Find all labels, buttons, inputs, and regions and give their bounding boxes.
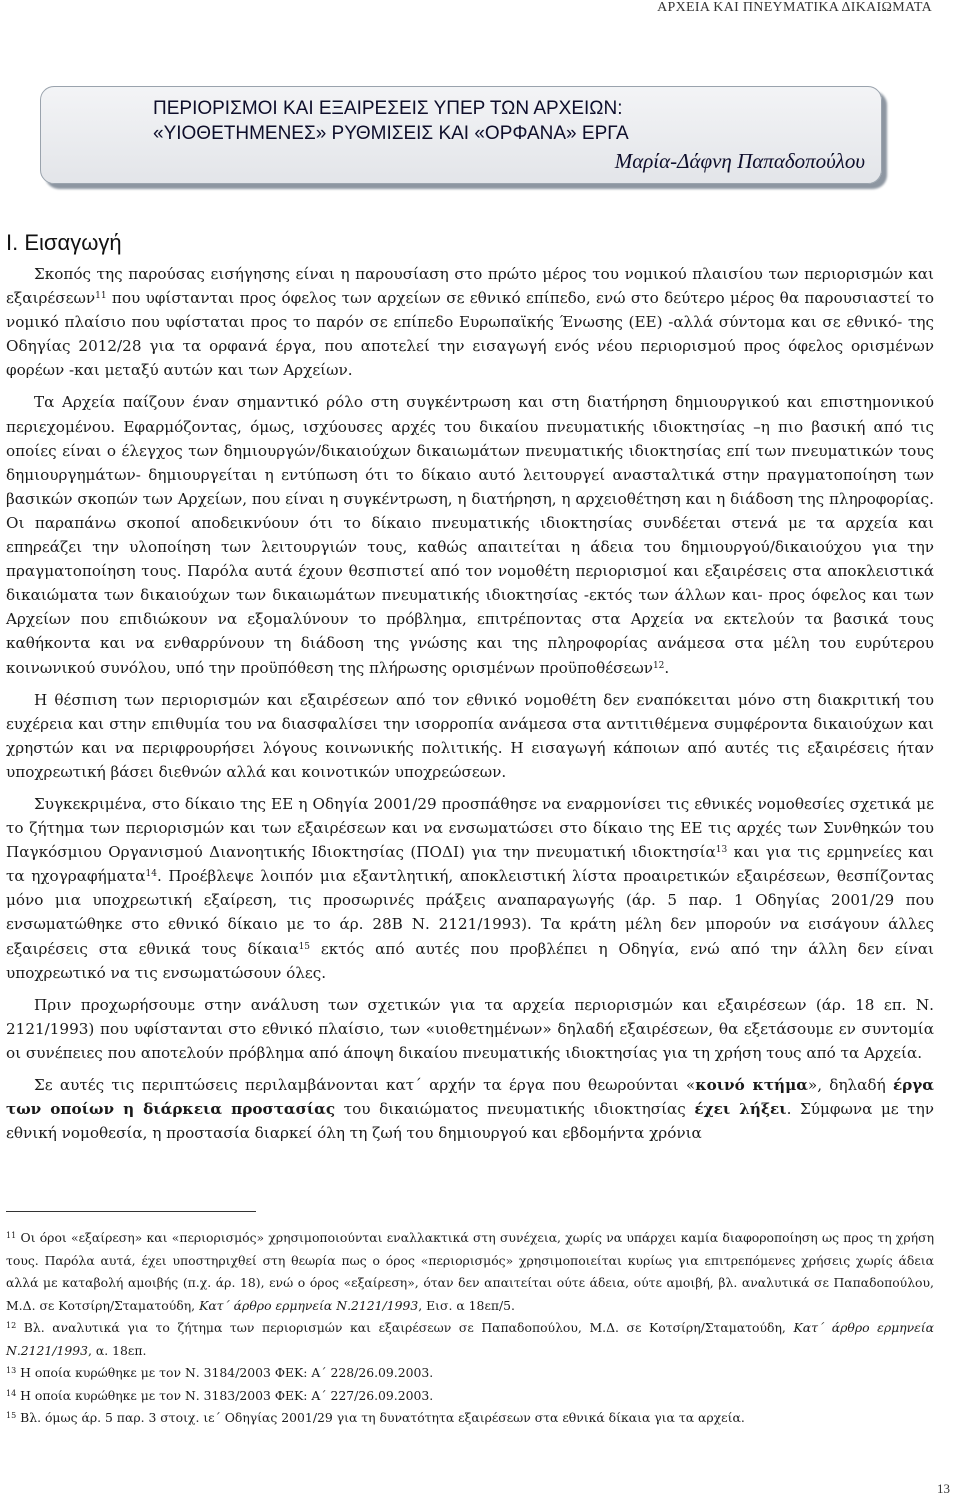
page-number: 13 <box>937 1481 950 1496</box>
bold-term: έχει λήξει <box>694 1100 787 1119</box>
paragraph-2 <box>6 390 934 679</box>
footnote-text: Βλ. όμως άρ. 5 παρ. 3 στοιχ. ιε΄ Οδηγίας 2001/29 για τη δυνατότητα εξαιρέσεων στα εθνικά δίκαια για τα αρχεία. <box>16 1410 745 1425</box>
text-run: που υφίστανται προς όφελος των αρχείων σε εθνικό επίπεδο, ενώ στο δεύτερο μέρος θα παρουσιαστεί το νομικό πλαίσιο που υφίσταται προς το παρόν σε επίπεδο Ευρωπαϊκής Ένωσης (ΕΕ) -αλλά σύντομα και σε εθνικό- της Οδηγίας 2012/28 για τα ορφανά έργα, που αποτελεί την εισαγωγή ενός νέου περιορισμού προς όφελος ορισμένων φορέων -και μεταξύ αυτών και των Αρχείων. <box>6 289 934 380</box>
footnote-text: , α. 18επ. <box>88 1342 147 1358</box>
paragraph-1 <box>6 262 934 382</box>
bold-term: έργα των οποίων η διάρκεια προστασίας <box>6 1076 934 1119</box>
text-run: . Προέβλεψε λοιπόν μια εξαντλητική, αποκλειστική λίστα προαιρετικών εξαιρέσεων, θεσπίζοντας μόνο μια υποχρεωτική εξαίρεση, τις προσωρινές πράξεις αναπαραγωγής (άρ. 5 παρ. 1 Οδηγίας 2001/29 που ενσωματώθηκε στο εθνικό δίκαιο με το άρ. 28Β Ν. 2121/1993). Τα κράτη μέλη δεν μπορούν να εισάγουν άλλες εξαιρέσεις στα εθνικά τους δίκαια <box>6 867 934 958</box>
footnote-citation: Κατ΄ άρθρο ερμηνεία Ν.2121/1993 <box>199 1297 419 1313</box>
text-run: Σε αυτές τις περιπτώσεις περιλαμβάνονται κατ΄ αρχήν τα έργα που θεωρούνται « <box>34 1076 696 1094</box>
footnote-ref[interactable]: 14 <box>145 869 157 880</box>
title-box <box>40 86 882 184</box>
footnote-ref[interactable]: 11 <box>95 291 107 302</box>
footnote-13 <box>6 1362 934 1385</box>
footnote-text: Βλ. αναλυτικά για το ζήτημα των περιορισμών και εξαιρέσεων σε Παπαδοπούλου, Μ.Δ. σε Κοτσίρη/Σταματούδη, <box>16 1320 794 1335</box>
footnote-15 <box>6 1407 934 1430</box>
section-heading: Ι. Εισαγωγή <box>6 230 122 255</box>
footnotes <box>6 1227 934 1430</box>
footnote-number: 13 <box>6 1366 17 1375</box>
text-run: . <box>664 658 670 677</box>
paragraph-5: Πριν προχωρήσουμε στην ανάλυση των σχετικών για τα αρχεία περιορισμών και εξαιρέσεων (άρ. 18 επ. Ν. 2121/1993) που υφίστανται στο εθνικό πλαίσιο, των «υιοθετημένων» δηλαδή εξαιρέσεων, θα εξετάσουμε εν συντομία οι συνέπειες που αποτελούν πρόβλημα από άποψη δικαίου πνευματικής ιδιοκτησίας για τη χρήση τους από τα Αρχεία. <box>6 995 934 1062</box>
footnote-14 <box>6 1385 934 1408</box>
footnote-number: 15 <box>6 1411 17 1420</box>
text-run: Σκοπός της παρούσας εισήγησης είναι η παρουσίαση στο πρώτο μέρος του νομικού πλαισίου των περιορισμών και εξαιρέσεων <box>6 265 934 308</box>
text-run: εκτός από αυτές που προβλέπει η Οδηγία, ενώ από την άλλη δεν είναι υποχρεωτικό να τις ενσωματώσουν όλες. <box>6 939 935 982</box>
footnote-11 <box>6 1227 934 1317</box>
footnote-text: , Εισ. α 18επ/5. <box>418 1297 515 1313</box>
author-name: Μαρία-Δάφνη Παπαδοπούλου <box>614 149 865 173</box>
paragraph-4 <box>6 792 934 985</box>
title-line-2: «ΥΙΟΘΕΤΗΜΕΝΕΣ» ΡΥΘΜΙΣΕΙΣ ΚΑΙ «ΟΡΦΑΝΑ» ΕΡΓΑ <box>153 123 629 144</box>
paragraph-3: Η θέσπιση των περιορισμών και εξαιρέσεων από τον εθνικό νομοθέτη δεν εναπόκειται μόνο στη διακριτική του ευχέρεια και στην επιθυμία του να διασφαλίσει την ισορροπία ανάμεσα στα αντιτιθέμενα συμφέροντα δικαιούχων και χρηστών και να περιφρουρήσει λόγους κοινωνικής πολιτικής. Η εισαγωγή κάποιων από αυτές τις εξαιρέσεις ήταν υποχρεωτική βάσει διεθνών αλλά και κοινοτικών υποχρεώσεων. <box>6 690 934 781</box>
footnote-text: Οι όροι «εξαίρεση» και «περιορισμός» χρησιμοποιούνται εναλλακτικά στη συνέχεια, χωρίς να υπάρχει καμία διαφοροποίηση ως προς τη χρήση τους. Παρόλα αυτά, έχει υποστηριχθεί στη θεωρία πως ο όρος «περιορισμός» χρησιμοποιείται κυρίως για επιτρεπόμενες χρήσεις χωρίς άδεια αλλά με καταβολή αμοιβής (π.χ. άρ. 18), ενώ ο όρος «εξαίρεση», όταν δεν απαιτείται ούτε άδεια, ούτε αμοιβή, βλ. αναλυτικά σε Παπαδοπούλου, Μ.Δ. σε Κοτσίρη/Σταματούδη, <box>6 1230 934 1313</box>
footnote-number: 12 <box>6 1321 17 1330</box>
paragraph-6 <box>6 1073 934 1145</box>
footnote-text: Η οποία κυρώθηκε με τον Ν. 3184/2003 ΦΕΚ: Α΄ 228/26.09.2003. <box>16 1365 434 1380</box>
footnote-ref[interactable]: 13 <box>715 845 728 856</box>
body-text <box>6 262 934 1145</box>
text-run: Συγκεκριμένα, στο δίκαιο της ΕΕ η Οδηγία 2001/29 προσπάθησε να εναρμονίσει τις εθνικές νομοθεσίες σχετικά με το ζήτημα των περιορισμών και των εξαιρέσεων και να ενσωματώσει στο δίκαιο της ΕΕ τις αρχές των Συνθηκών του Παγκόσμιου Οργανισμού Διανοητικής Ιδιοκτησίας (ΠΟΔΙ) για την πνευματική ιδιοκτησία <box>6 794 934 862</box>
text-run: Τα Αρχεία παίζουν έναν σημαντικό ρόλο στη συγκέντρωση και στη διατήρηση δημιουργικού και επιστημονικού περιεχομένου. Εφαρμόζοντας, όμως, ισχύουσες αρχές του δικαίου πνευματικής ιδιοκτησίας –η πιο βασική από τις οποίες είναι ο έλεγχος των δημιουργών/δικαιούχων δικαιωμάτων πνευματικής ιδιοκτησίας επί των πνευματικών τους δημιουργημάτων- δημιουργείται η εντύπωση ότι το δίκαιο αυτό λειτουργεί ανασταλτικά στην πραγματοποίηση των βασικών σκοπών των Αρχείων, που είναι η συγκέντρωση, η διατήρηση, η αρχειοθέτηση και η διάδοση της πληροφορίας. Οι παραπάνω σκοποί αποδεικνύουν ότι το δίκαιο πνευματικής ιδιοκτησίας συνδέεται στενά με τα αρχεία και επηρεάζει την υλοποίηση των λειτουργιών τους, καθώς απαιτείται η άδεια του δημιουργού/δικαιούχου για την πραγματοποίηση τους. Παρόλα αυτά έχουν θεσπιστεί από τον νομοθέτη περιορισμοί και εξαιρέσεις στα αποκλειστικά δικαιώματα των δικαιούχων των δικαιωμάτων πνευματικής ιδιοκτησίας -εκτός των άλλων και- προς όφελος και των Αρχείων που επιδιώκουν να εξομαλύνουν το πρόβλημα, επιτρέποντας στα Αρχεία να εκτελούν τα βασικά τους καθήκοντα και να ενθαρρύνουν τη διάδοση της γνώσης και της πληροφορίας ανάμεσα στα μέλη του ευρύτερου κοινωνικού συνόλου, υπό την προϋπόθεση της πλήρωσης ορισμένων προϋποθέσεων <box>6 393 934 677</box>
footnote-citation: Κατ΄ άρθρο ερμηνεία Ν.2121/1993 <box>6 1320 934 1358</box>
text-run: του δικαιώματος πνευματικής ιδιοκτησίας <box>335 1100 695 1119</box>
footnote-number: 14 <box>6 1388 17 1398</box>
running-header: ΑΡΧΕΙΑ ΚΑΙ ΠΝΕΥΜΑΤΙΚΑ ΔΙΚΑΙΩΜΑΤΑ <box>657 0 932 15</box>
text-run: και για τις ερμηνείες και τα ηχογραφήματα <box>6 843 934 886</box>
footnote-ref[interactable]: 12 <box>652 660 665 671</box>
bold-term: κοινό κτήμα <box>695 1076 808 1094</box>
footnote-number: 11 <box>6 1231 17 1240</box>
footnote-12 <box>6 1317 934 1362</box>
footnote-divider <box>6 1211 256 1212</box>
footnote-ref[interactable]: 15 <box>298 941 311 952</box>
text-run: », δηλαδή <box>807 1076 893 1094</box>
title-line-1: ΠΕΡΙΟΡΙΣΜΟΙ ΚΑΙ ΕΞΑΙΡΕΣΕΙΣ ΥΠΕΡ ΤΩΝ ΑΡΧΕΙΩΝ: <box>153 98 623 119</box>
footnote-text: Η οποία κυρώθηκε με τον Ν. 3183/2003 ΦΕΚ: Α΄ 227/26.09.2003. <box>16 1387 434 1403</box>
text-run: . Σύμφωνα με την εθνική νομοθεσία, η προστασία διαρκεί όλη τη ζωή του δημιουργού και εβδομήντα χρόνια <box>6 1100 935 1143</box>
